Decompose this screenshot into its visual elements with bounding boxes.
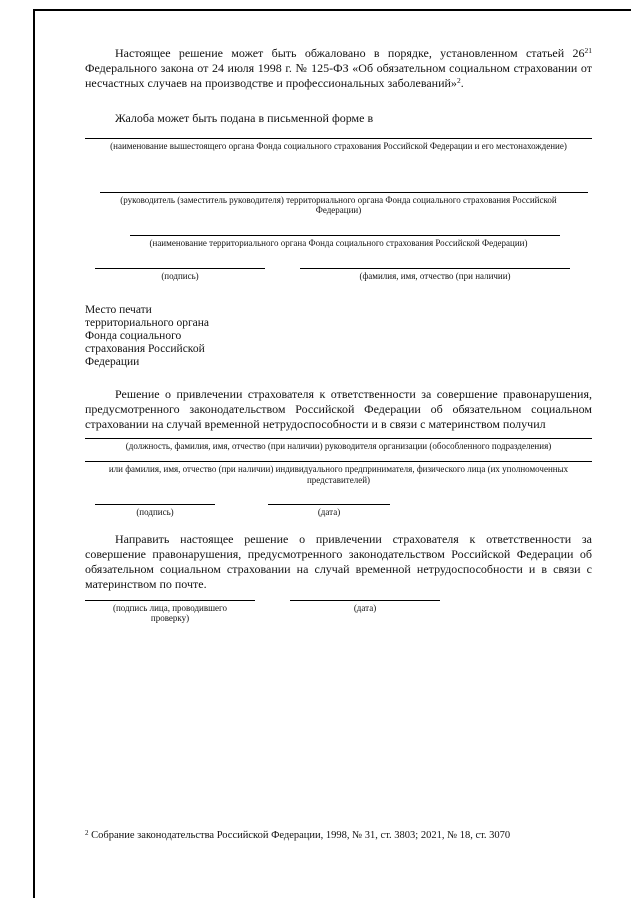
date-column [268, 504, 390, 518]
blank-line-head-of-body [100, 192, 588, 193]
caption-head-of-body: (руководитель (заместитель руководителя) территориального органа Фонда социального страхования Российской Федерации) [120, 194, 557, 215]
stamp-line: Место печати [85, 303, 152, 316]
field-signature-and-date [85, 504, 592, 518]
date-column [290, 600, 440, 624]
blank-line-date [290, 600, 440, 601]
blank-line-signature [95, 504, 215, 505]
blank-line-territorial-body [130, 235, 560, 236]
caption-full-name: (фамилия, имя, отчество (при наличии) [359, 271, 511, 281]
footnote-reference-superscript: 2 [456, 76, 461, 85]
caption-signature: (подпись) [161, 271, 199, 281]
document-content [85, 46, 592, 624]
field-received-by-line1 [85, 438, 592, 452]
field-head-of-body [85, 192, 592, 216]
stamp-line: Федерации [85, 355, 140, 368]
caption-higher-authority: (наименование вышестоящего органа Фонда социального страхования Российской Федерации и его местонахождение) [110, 141, 567, 151]
field-territorial-body [85, 235, 592, 249]
stamp-line: Фонда социального [85, 329, 182, 342]
field-received-by-line2 [85, 461, 592, 485]
scan-border-left [33, 9, 35, 898]
caption-signature: (подпись) [136, 507, 174, 517]
appeal-text-part2: Федерального закона от 24 июля 1998 г. № 125-ФЗ «Об обязательном социальном страховании от несчастных случаев на производстве и профессиональных заболеваний» [85, 61, 592, 90]
blank-line-inspector-signature [85, 600, 255, 601]
stamp-line: территориального органа [85, 316, 210, 329]
caption-received-by-2: или фамилия, имя, отчество (при наличии) индивидуального предпринимателя, физического лица (их уполномоченных представителей) [108, 464, 569, 485]
caption-date: (дата) [353, 602, 377, 613]
caption-date: (дата) [317, 507, 341, 517]
field-signature-and-name [85, 268, 592, 282]
blank-line-date [268, 504, 390, 505]
paragraph-decision-received: Решение о привлечении страхователя к ответственности за совершение правонарушения, предусмотренного законодательством Российской Федерации об обязательном социальном страховании на случай временной нетрудоспособности и в связи с материнством получил [85, 386, 592, 431]
full-name-column [300, 268, 570, 282]
blank-line-full-name [300, 268, 570, 269]
blank-line-signature [95, 268, 265, 269]
signature-column [95, 268, 265, 282]
scan-border-top [33, 9, 631, 11]
caption-territorial-body: (наименование территориального органа Фонда социального страхования Российской Федерации) [149, 237, 528, 248]
caption-received-by-1: (должность, фамилия, имя, отчество (при наличии) руководителя организации (обособленного подразделения) [125, 440, 552, 451]
blank-line-received-by-2 [85, 461, 592, 462]
paragraph-send-by-mail: Направить настоящее решение о привлечении страхователя к ответственности за совершение правонарушения, предусмотренного законодательством Российской Федерации об обязательном социальном страховании на случай временной нетрудоспособности и в связи с материнством по почте. [85, 531, 592, 591]
article-number-superscript: 21 [584, 46, 592, 55]
blank-line-higher-authority [85, 138, 592, 139]
stamp-place-block [85, 304, 592, 369]
blank-line-received-by-1 [85, 438, 592, 439]
paragraph-appeal-procedure [85, 46, 592, 91]
footnote [85, 829, 510, 842]
caption-inspector-signature: (подпись лица, проводившего проверку) [112, 602, 228, 623]
field-higher-authority [85, 138, 592, 152]
appeal-text-part1: Настоящее решение может быть обжаловано в порядке, установленном статьей 26 [115, 46, 585, 60]
field-inspector-signature-and-date [85, 600, 592, 624]
signature-column [95, 504, 215, 518]
stamp-line: страхования Российской [85, 342, 205, 355]
paragraph-complaint-form: Жалоба может быть подана в письменной форме в [115, 111, 374, 125]
inspector-signature-column [85, 600, 255, 624]
footnote-text: Собрание законодательства Российской Федерации, 1998, № 31, ст. 3803; 2021, № 18, ст. 3070 [88, 830, 511, 841]
footnote-number-superscript: 2 [85, 829, 89, 837]
appeal-text-part3: . [460, 76, 464, 90]
